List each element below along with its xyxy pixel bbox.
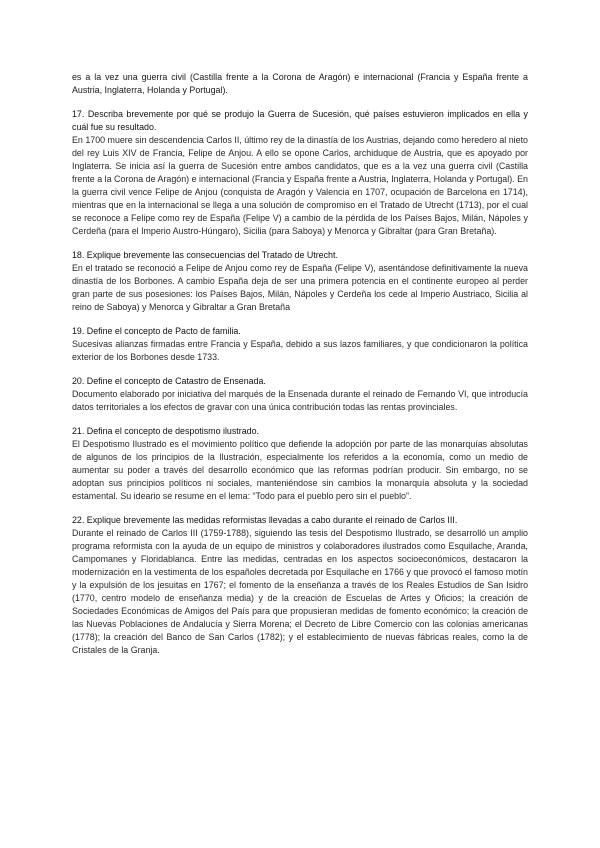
question-heading: 17. Describa brevemente por qué se produjo la Guerra de Sucesión, qué países estuvieron implicados en ella y cuál fue su resultado. — [72, 109, 528, 132]
section-17 — [72, 108, 528, 238]
section-18 — [72, 249, 528, 314]
answer-paragraph: Durante el reinado de Carlos III (1759-1788), siguiendo las tesis del Despotismo Ilustrado, se desarrolló un amplio programa reformista con la ayuda de un equipo de ministros y colaboradores ilustrados como Esquilache, Aranda, Campomanes y Floridablanca. Entre las medidas, centradas en los aspectos socioeconómicos, destacaron la modernización en la vestimenta de los españoles decretada por Esquilache en 1766 y que provocó el famoso motín y la expulsión de los jesuitas en 1767; el fomento de la enseñanza a través de los Reales Estudios de San Isidro (1770, centro modelo de enseñanza media) y de la creación de Escuelas de Artes y Oficios; la creación de Sociedades Económicas de Amigos del País para que propusieran medidas de fomento económico; la creación de las Nuevas Poblaciones de Andalucía y Sierra Morena; el Decreto de Libre Comercio con las colonias americanas (1778); la creación del Banco de San Carlos (1782); y el establecimiento de nuevas fábricas reales, como la de Cristales de la Granja. — [72, 528, 528, 655]
answer-paragraph: Sucesivas alianzas firmadas entre Francia y España, debido a sus lazos familiares, y que condicionaron la política exterior de los Borbones desde 1733. — [72, 339, 528, 362]
section-21 — [72, 425, 528, 503]
question-heading: 22. Explique brevemente las medidas reformistas llevadas a cabo durante el reinado de Carlos III. — [72, 515, 458, 525]
section-22 — [72, 514, 528, 657]
section-19 — [72, 325, 528, 364]
question-heading: 19. Define el concepto de Pacto de familia. — [72, 326, 241, 336]
question-heading: 18. Explique brevemente las consecuencias del Tratado de Utrecht. — [72, 250, 338, 260]
question-heading: 21. Defina el concepto de despotismo ilustrado. — [72, 426, 259, 436]
answer-paragraph: En el tratado se reconoció a Felipe de Anjou como rey de España (Felipe V), asentándose definitivamente la nueva dinastía de los Borbones. A cambio España deja de ser una primera potencia en el continente europeo al perder gran parte de sus posesiones: los Países Bajos, Milán, Nápoles y Cerdeña los cede al Imperio Austriaco, Sicilia al reino de Saboya) y Menorca y Gibraltar a Gran Bretaña — [72, 263, 528, 312]
section-20 — [72, 375, 528, 414]
intro-paragraph: es a la vez una guerra civil (Castilla frente a la Corona de Aragón) e internacional (Francia y España frente a Austria, Inglaterra, Holanda y Portugal). — [72, 72, 528, 95]
answer-paragraph: Documento elaborado por iniciativa del marqués de la Ensenada durante el reinado de Fernando VI, que introducía datos territoriales a los efectos de gravar con una única contribución todas las rentas provinciales. — [72, 389, 528, 412]
question-heading: 20. Define el concepto de Catastro de Ensenada. — [72, 376, 266, 386]
answer-paragraph: El Despotismo Ilustrado es el movimiento político que defiende la adopción por parte de las monarquías absolutas de algunos de los principios de la Ilustración, especialmente los referidos a la economía, como un medio de aumentar su poder a través del desarrollo económico que las reformas podrían producir. Sin embargo, no se adoptan sus principios políticos ni sociales, manteniéndose sin cambios la monarquía absoluta y la sociedad estamental. Su ideario se resume en el lema: “Todo para el pueblo pero sin el pueblo”. — [72, 439, 528, 501]
document-body — [72, 71, 528, 657]
answer-paragraph: En 1700 muere sin descendencia Carlos II, último rey de la dinastía de los Austrias, dejando como heredero al nieto del rey Luis XIV de Francia, Felipe de Anjou. A ello se opone Carlos, archiduque de Austria, que es apoyado por Inglaterra. Se inicia así la guerra de Sucesión entre ambos candidatos, que es a la vez una guerra civil (Castilla frente a la Corona de Aragón) e internacional (Francia y España frente a Austria, Inglaterra, Holanda y Portugal). En la guerra civil vence Felipe de Anjou (conquista de Aragón y Valencia en 1707, ocupación de Barcelona en 1714), mientras que en la internacional se llega a una solución de compromiso en el Tratado de Utrecht (1713), por el cual se reconoce a Felipe como rey de España (Felipe V) a cambio de la pérdida de los Países Bajos, Milán, Nápoles y Cerdeña (para el Imperio Austro-Húngaro), Sicilia (para Saboya) y Menorca y Gibraltar (para Gran Bretaña). — [72, 135, 528, 236]
